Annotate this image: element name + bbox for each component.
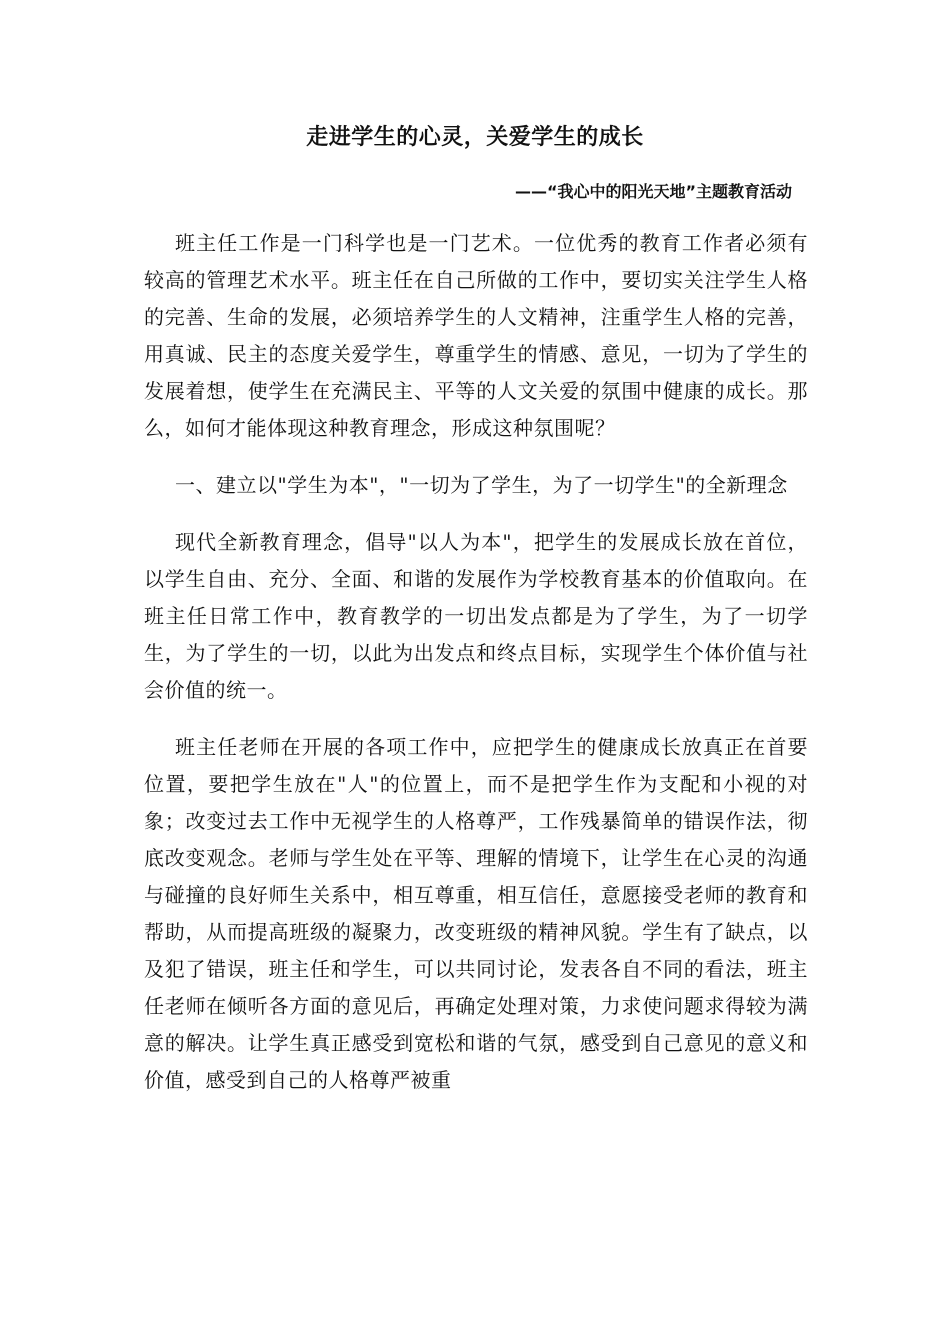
- paragraph-intro: 班主任工作是一门科学也是一门艺术。一位优秀的教育工作者必须有较高的管理艺术水平。班主任在自己所做的工作中，要切实关注学生人格的完善、生命的发展，必须培养学生的人文精神，注重学生人格的完善，用真诚、民主的态度关爱学生，尊重学生的情感、意见，一切为了学生的发展着想，使学生在充满民主、平等的人文关爱的氛围中健康的成长。那么，如何才能体现这种教育理念，形成这种氛围呢？: [144, 231, 808, 440]
- paragraph-concept: 现代全新教育理念，倡导"以人为本"，把学生的发展成长放在首位，以学生自由、充分、全面、和谐的发展作为学校教育基本的价值取向。在班主任日常工作中，教育教学的一切出发点都是为了学生，为了一切学生，为了学生的一切，以此为出发点和终点目标，实现学生个体价值与社会价值的统一。: [144, 530, 808, 702]
- paragraph-teacher-role: 班主任老师在开展的各项工作中，应把学生的健康成长放真正在首要位置，要把学生放在"人"的位置上，而不是把学生作为支配和小视的对象；改变过去工作中无视学生的人格尊严，工作残暴简单的错误作法，彻底改变观念。老师与学生处在平等、理解的情境下，让学生在心灵的沟通与碰撞的良好师生关系中，相互尊重，相互信任，意愿接受老师的教育和帮助，从而提高班级的凝聚力，改变班级的精神风貌。学生有了缺点，以及犯了错误，班主任和学生，可以共同讨论，发表各自不同的看法，班主任老师在倾听各方面的意见后，再确定处理对策，力求使问题求得较为满意的解决。让学生真正感受到宽松和谐的气氛，感受到自己意见的意义和价值，感受到自己的人格尊严被重: [144, 735, 808, 1092]
- section-heading-1: 一、建立以"学生为本"，"一切为了学生，为了一切学生"的全新理念: [175, 473, 788, 497]
- document-subtitle: ——“我心中的阳光天地”主题教育活动: [514, 182, 792, 201]
- document-body: [144, 225, 808, 1119]
- document-title: 走进学生的心灵，关爱学生的成长: [306, 125, 644, 150]
